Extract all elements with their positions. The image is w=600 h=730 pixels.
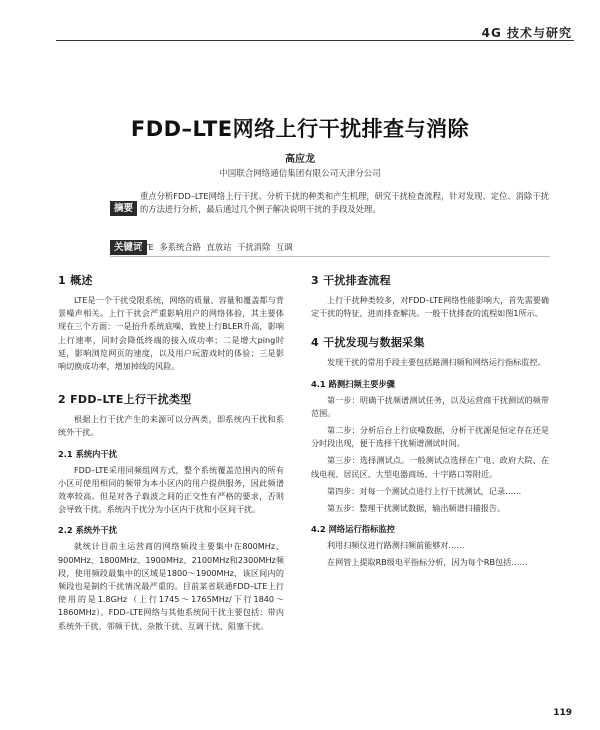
page-number: 119 <box>553 708 572 718</box>
paper-title: FDD–LTE网络上行干扰排查与消除 <box>130 117 470 141</box>
step-2-paragraph: 第二步：分析后台上行底噪数据，分析干扰源是恒定存在还是分时段出现，便于选择干扰频谱测试时间。 <box>311 425 549 449</box>
section-3-heading: 3 干扰排查流程 <box>311 274 391 287</box>
paper-affiliation: 中国联合网络通信集团有限公司天津分公司 <box>219 169 381 179</box>
section-2-heading: 2 FDD–LTE上行干扰类型 <box>58 393 192 407</box>
running-header: 4G 技术与研究 <box>481 26 572 40</box>
left-column <box>58 272 284 637</box>
section-2-1-heading: 2.1 系统内干扰 <box>58 448 118 459</box>
section-4-heading: 4 干扰发现与数据采集 <box>311 336 425 350</box>
step-4-paragraph: 第四步：对每一个测试点进行上行干扰测试，记录…… <box>327 485 522 496</box>
section-1-heading: 1 概述 <box>58 274 93 287</box>
header-rule <box>56 40 574 41</box>
step-1-paragraph: 第一步：明确干扰频谱测试任务，以及运营商干扰测试的频带范围。 <box>311 394 549 418</box>
section-3-paragraph: 上行干扰种类较多，对FDD–LTE网络性能影响大，首先需要确定干扰的特征，进而排查解决。一般干扰排查的流程如图1所示。 <box>311 295 549 319</box>
section-2-paragraph: 根据上行干扰产生的来源可以分两类，即系统内干扰和系统外干扰。 <box>58 414 284 438</box>
section-1-paragraph: LTE是一个干扰受限系统，网络的质量、容量和覆盖都与背景噪声相关。上行干扰会严重影响用户的网络体验，其主要体现在三个方面：一是抬升系统底噪，致使上行BLER升高，影响上行速率，同时会降低终端的接入成功率；二是增大ping时延，影响浏览网页的速度，以及用户玩游戏时的体验；三是影响切换成功率，增加掉线的风险。 <box>58 295 284 372</box>
section-2-2-heading: 2.2 系统外干扰 <box>58 525 118 536</box>
step-5-paragraph: 第五步：整理干扰测试数据，输出频谱扫描报告。 <box>327 503 506 514</box>
keywords-label: 关键词 <box>110 240 147 255</box>
keywords-text: LTE 多系统合路 直放站 干扰消除 互调 <box>140 242 293 252</box>
abstract-text: 重点分析FDD–LTE网络上行干扰、分析干扰的种类和产生机理，研究干扰检查流程，针对发现、定位、消除干扰的方法进行分析，最后通过几个例子解决说明干扰的手段及处理。 <box>140 191 549 214</box>
step-3-paragraph: 第三步：选择测试点。一般测试点选择在广电、政府大院、在线电视、居民区、大型电器商场、十字路口等附近。 <box>311 455 549 479</box>
right-column <box>311 272 549 574</box>
paper-author: 高应龙 <box>285 154 315 165</box>
section-4-2-paragraph-2: 在网管上提取RB级电平指标分析，因为每个RB包括…… <box>327 557 528 568</box>
section-4-paragraph: 发现干扰的常用手段主要包括路测扫频和网络运行指标监控。 <box>327 357 546 368</box>
keywords-rule <box>110 256 550 257</box>
abstract-label: 摘要 <box>110 201 137 216</box>
section-2-1-paragraph: FDD–LTE采用同频组网方式，整个系统覆盖范围内的所有小区可使用相同的频带为本小区内的用户提供服务，因此频谱效率较高。但是对各子载波之间的正交性有严格的要求，否则会导致干扰。系统内干扰分为小区内干扰和小区间干扰。 <box>58 464 284 515</box>
section-2-2-paragraph: 就统计目前主运营商的网络频段主要集中在800MHz、900MHz、1800MHz、1900MHz、2100MHz和2300MHz频段，使用频段最集中的区域是1800～1900MHz，该区间内的频段也是制约干扰情况最严重的。目前某省联通FDD–LTE上行使用的是1.8GHz（上行1745～1765MHz/下行1840～1860MHz）。FDD–LTE网络与其他系统间干扰主要包括：带内系统外干扰、邻频干扰、杂散干扰、互调干扰、阻塞干扰。 <box>58 541 284 631</box>
section-4-1-heading: 4.1 路测扫频主要步骤 <box>311 378 395 389</box>
section-4-2-heading: 4.2 网络运行指标监控 <box>311 524 395 535</box>
section-4-2-paragraph: 利用扫频仪进行路测扫频前能够对…… <box>327 540 465 551</box>
